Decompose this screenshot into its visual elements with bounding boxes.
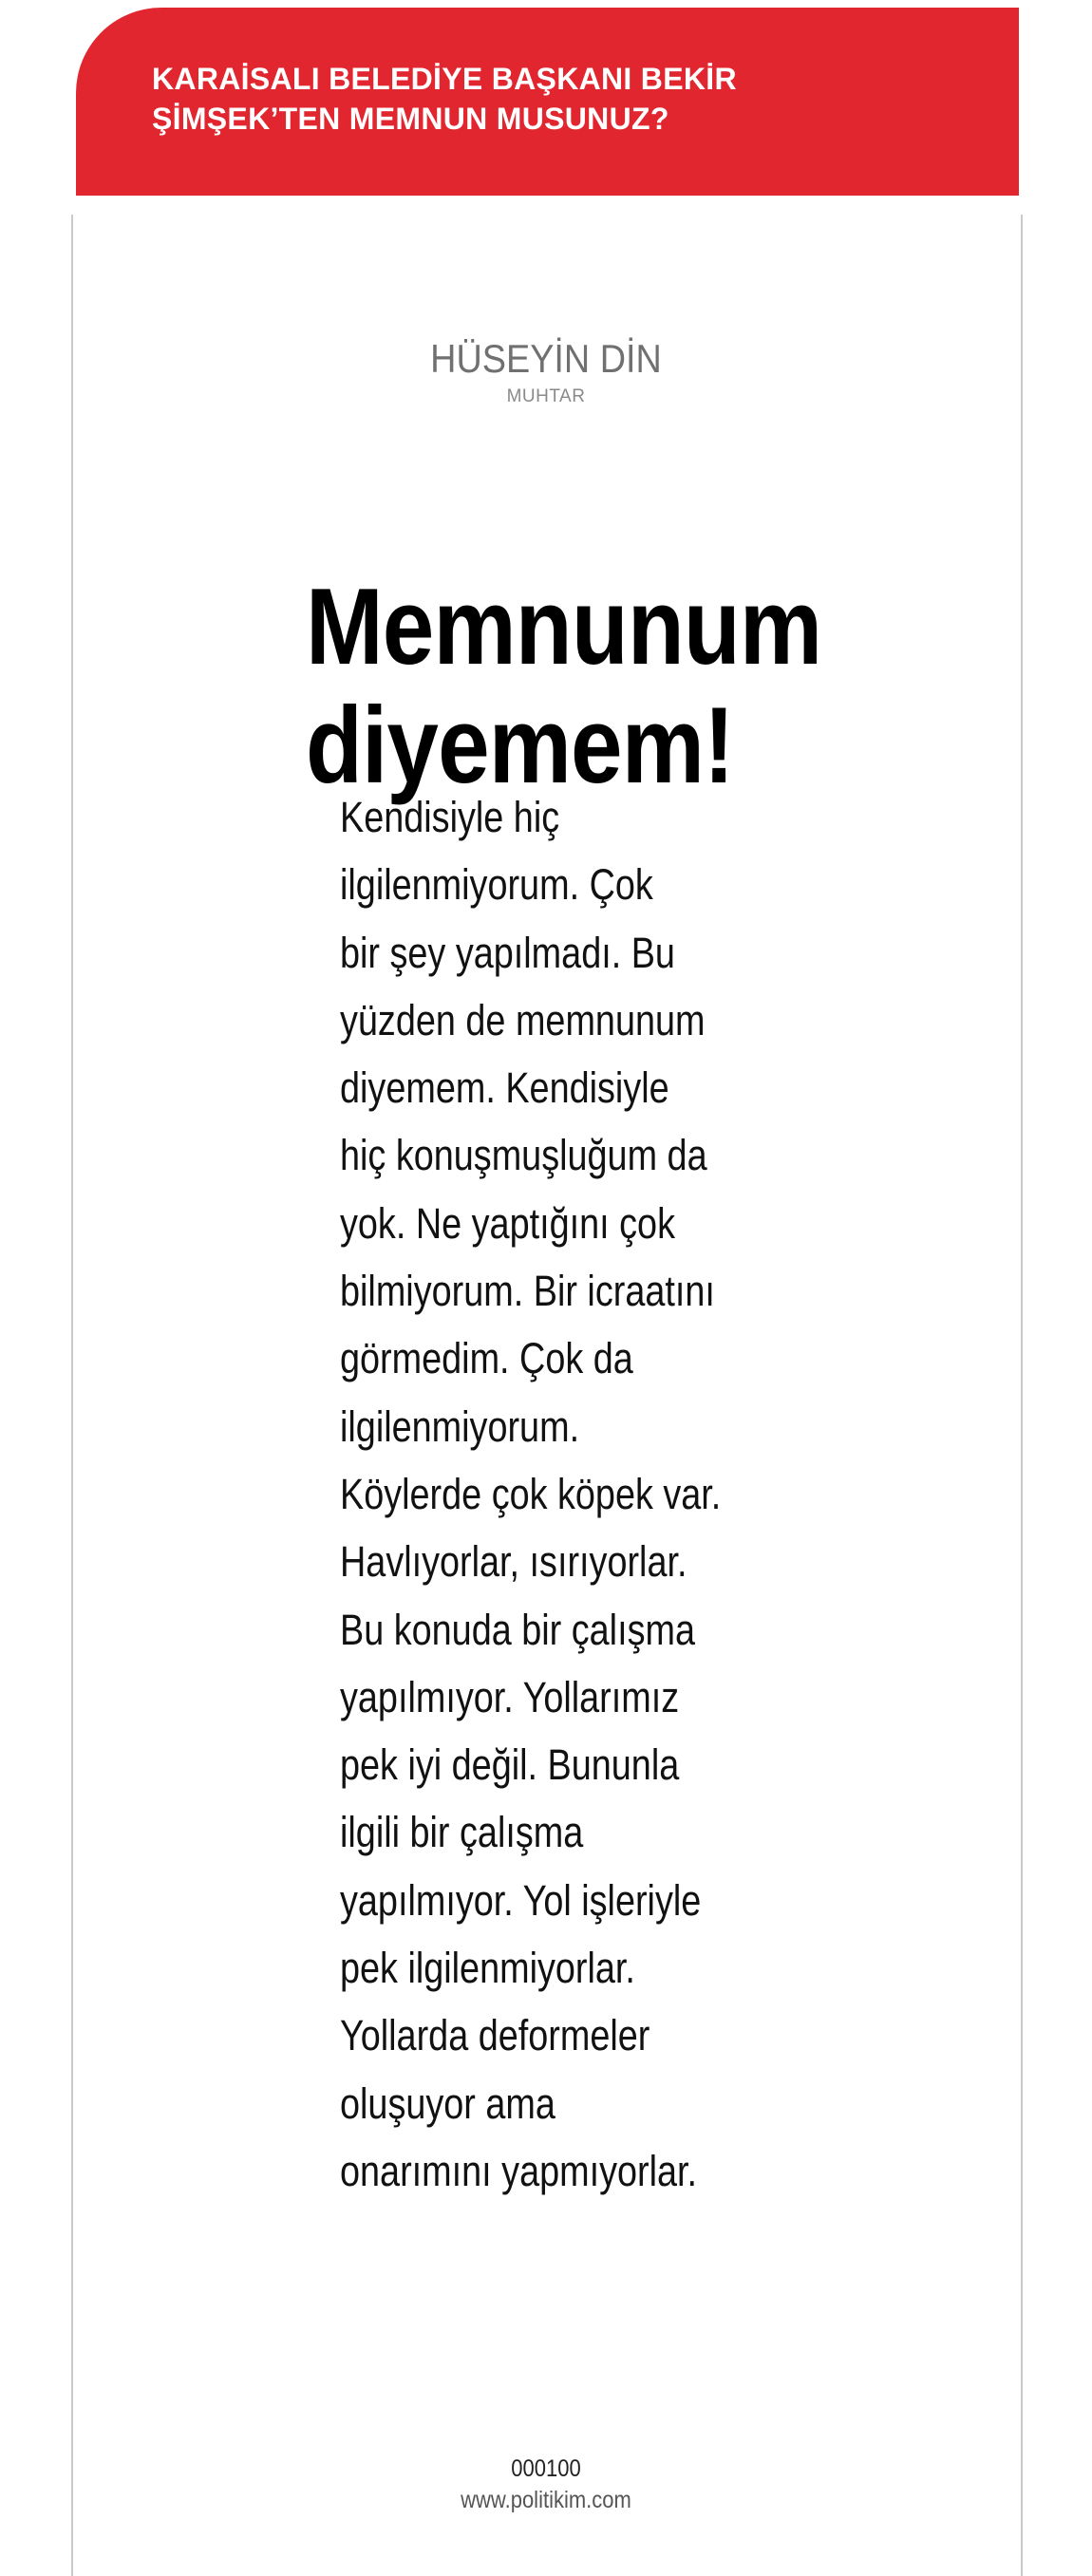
body-line: bilmiyorum. Bir icraatını [340, 1267, 715, 1316]
body-line: ilgilenmiyorum. [340, 1401, 580, 1451]
body-line: bir şey yapılmadı. Bu [340, 928, 675, 977]
website-url: www.politikim.com [461, 2486, 631, 2513]
banner-title-line-2: ŞİMŞEK’TEN MEMNUN MUSUNUZ? [152, 101, 669, 136]
body-line: yok. Ne yaptığını çok [340, 1198, 675, 1248]
person-block [0, 337, 1092, 407]
body-line: yapılmıyor. Yollarımız [340, 1672, 680, 1721]
body-line: görmedim. Çok da [340, 1334, 633, 1383]
headline-line-1: Memnunum [306, 567, 822, 687]
left-border-rule [71, 215, 73, 2576]
body-line: pek iyi değil. Bununla [340, 1740, 680, 1790]
body-line: yüzden de memnunum [340, 995, 706, 1044]
page-footer [0, 2454, 1092, 2515]
body-line: oluşuyor ama [340, 2078, 555, 2128]
body-line: Kendisiyle hiç [340, 793, 560, 841]
person-role: MUHTAR [506, 386, 586, 407]
body-line: yapılmıyor. Yol işleriyle [340, 1875, 702, 1925]
headline [306, 568, 828, 806]
body-line: Yollarda deformeler [340, 2011, 650, 2060]
body-line: hiç konuşmuşluğum da [340, 1131, 707, 1180]
quote-body [340, 783, 872, 2205]
headline-line-2: diyemem! [306, 686, 734, 807]
banner-title-line-1: KARAİSALI BELEDİYE BAŞKANI BEKİR [152, 62, 737, 96]
body-line: Havlıyorlar, ısırıyorlar. [340, 1537, 687, 1587]
page-code: 000100 [511, 2455, 581, 2482]
body-line: onarımını yapmıyorlar. [340, 2146, 698, 2195]
body-line: Bu konuda bir çalışma [340, 1605, 695, 1654]
body-line: Köylerde çok köpek var. [340, 1469, 722, 1518]
body-line: ilgili bir çalışma [340, 1808, 584, 1857]
question-banner [76, 8, 1019, 196]
person-name: HÜSEYİN DİN [430, 336, 662, 381]
body-line: diyemem. Kendisiyle [340, 1063, 669, 1113]
body-line: pek ilgilenmiyorlar. [340, 1944, 635, 1993]
right-border-rule [1021, 215, 1023, 2576]
body-line: ilgilenmiyorum. Çok [340, 860, 653, 910]
